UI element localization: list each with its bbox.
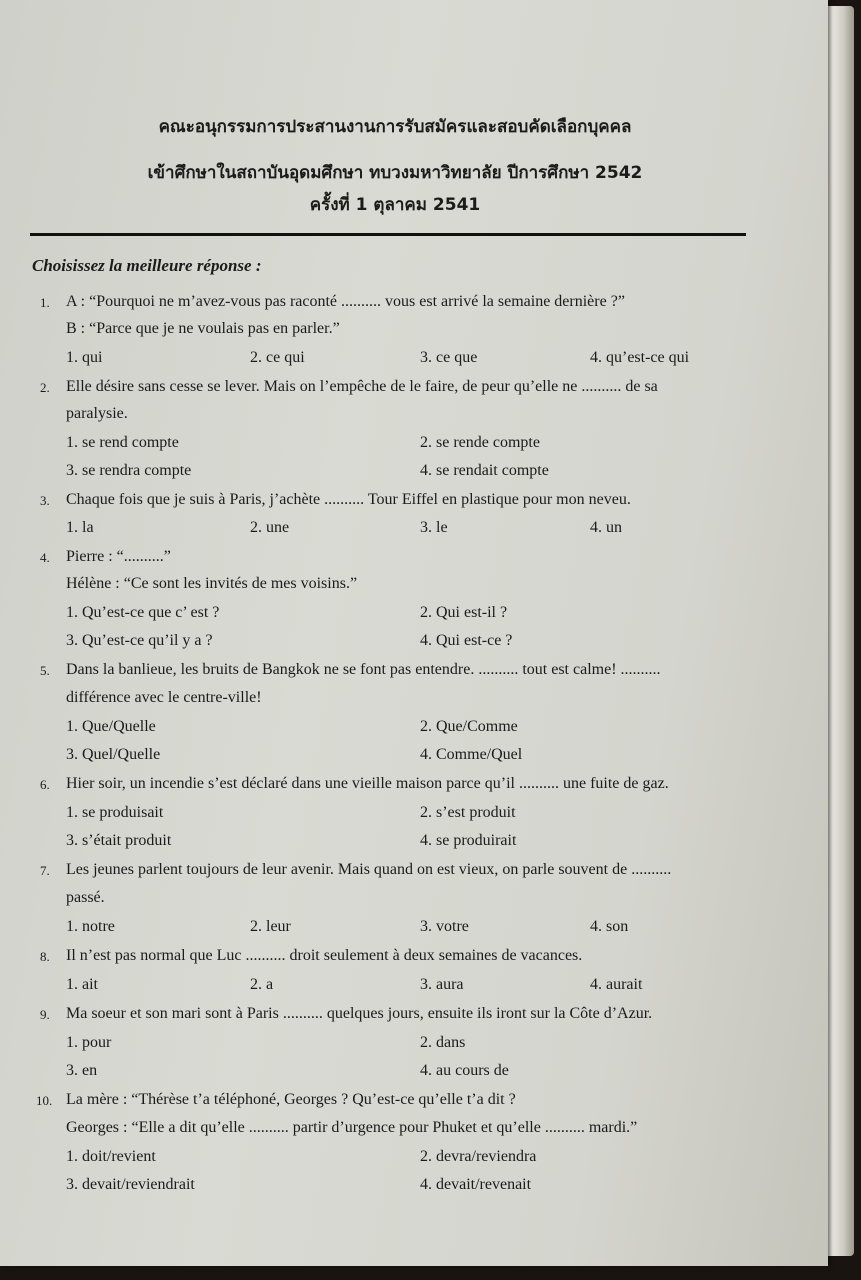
option: 4. aurait bbox=[590, 976, 643, 993]
question-text: Elle désire sans cesse se lever. Mais on l’empêche de le faire, de peur qu’elle ne .......... de sa bbox=[66, 378, 658, 395]
option: 3. Quel/Quelle bbox=[66, 746, 161, 763]
option: 3. en bbox=[66, 1062, 98, 1079]
option: 1. se rend compte bbox=[66, 434, 179, 451]
option: 3. Qu’est-ce qu’il y a ? bbox=[66, 632, 213, 649]
question-text: Hélène : “Ce sont les invités de mes voisins.” bbox=[66, 575, 358, 592]
question-number: 10. bbox=[36, 1093, 53, 1108]
question-number: 4. bbox=[40, 550, 50, 565]
option: 1. pour bbox=[66, 1034, 112, 1051]
question-number: 2. bbox=[40, 380, 50, 395]
question-text: Les jeunes parlent toujours de leur avenir. Mais quand on est vieux, on parle souvent de .......... bbox=[66, 861, 672, 878]
question-text: Georges : “Elle a dit qu’elle .......... partir d’urgence pour Phuket et qu’elle .......... mardi.” bbox=[66, 1119, 638, 1136]
option: 1. la bbox=[66, 519, 94, 536]
question-text: Pierre : “..........” bbox=[66, 548, 171, 565]
option: 3. votre bbox=[420, 918, 469, 935]
option: 4. un bbox=[590, 519, 622, 536]
option: 1. Que/Quelle bbox=[66, 718, 156, 735]
question-text: Dans la banlieue, les bruits de Bangkok ne se font pas entendre. .......... tout est calme! .......... bbox=[66, 661, 661, 678]
option: 2. s’est produit bbox=[420, 804, 516, 821]
header-line-2: เข้าศึกษาในสถาบันอุดมศึกษา ทบวงมหาวิทยาลัย ปีการศึกษา 2542 bbox=[147, 163, 643, 183]
option: 3. devait/reviendrait bbox=[66, 1176, 195, 1193]
option: 4. se produirait bbox=[420, 832, 517, 849]
option: 1. notre bbox=[66, 918, 115, 935]
option: 2. Qui est-il ? bbox=[420, 604, 508, 621]
option: 4. se rendait compte bbox=[420, 462, 549, 479]
header-divider bbox=[30, 233, 746, 236]
option: 3. se rendra compte bbox=[66, 462, 192, 479]
question-text: La mère : “Thérèse t’a téléphoné, Georges ? Qu’est-ce qu’elle t’a dit ? bbox=[66, 1091, 516, 1108]
option: 1. qui bbox=[66, 349, 103, 366]
question-number: 1. bbox=[40, 295, 50, 310]
option: 4. son bbox=[590, 918, 629, 935]
option: 4. devait/revenait bbox=[420, 1176, 532, 1193]
question-text: passé. bbox=[66, 889, 105, 906]
option: 4. Comme/Quel bbox=[420, 746, 523, 763]
instruction: Choisissez la meilleure réponse : bbox=[32, 256, 262, 275]
option: 4. au cours de bbox=[420, 1062, 509, 1079]
option: 2. se rende compte bbox=[420, 434, 540, 451]
option: 1. doit/revient bbox=[66, 1148, 156, 1165]
option: 3. ce que bbox=[420, 349, 478, 366]
question-number: 6. bbox=[40, 777, 50, 792]
question-text: Chaque fois que je suis à Paris, j’achète .......... Tour Eiffel en plastique pour mon neveu. bbox=[66, 491, 631, 508]
option: 3. s’était produit bbox=[66, 832, 172, 849]
question-text: Hier soir, un incendie s’est déclaré dans une vieille maison parce qu’il .......... une fuite de gaz. bbox=[66, 775, 669, 792]
option: 2. dans bbox=[420, 1034, 466, 1051]
question-number: 9. bbox=[40, 1007, 50, 1022]
question-text: Ma soeur et son mari sont à Paris .......... quelques jours, ensuite ils iront sur la Côte d’Azur. bbox=[66, 1005, 653, 1022]
question-text: différence avec le centre-ville! bbox=[66, 689, 262, 706]
question-text: Il n’est pas normal que Luc .......... droit seulement à deux semaines de vacances. bbox=[66, 947, 583, 964]
option: 2. ce qui bbox=[250, 349, 305, 366]
option: 2. devra/reviendra bbox=[420, 1148, 537, 1165]
option: 4. Qui est-ce ? bbox=[420, 632, 513, 649]
question-number: 7. bbox=[40, 863, 50, 878]
option: 2. leur bbox=[250, 918, 291, 935]
option: 2. a bbox=[250, 976, 274, 993]
option: 4. qu’est-ce qui bbox=[590, 349, 690, 366]
header-line-3: ครั้งที่ 1 ตุลาคม 2541 bbox=[309, 195, 481, 215]
question-text: paralysie. bbox=[66, 405, 128, 422]
option: 1. se produisait bbox=[66, 804, 164, 821]
option: 2. une bbox=[250, 519, 290, 536]
option: 2. Que/Comme bbox=[420, 718, 518, 735]
option: 3. aura bbox=[420, 976, 464, 993]
option: 1. ait bbox=[66, 976, 98, 993]
question-text: B : “Parce que je ne voulais pas en parler.” bbox=[66, 320, 340, 337]
option: 3. le bbox=[420, 519, 448, 536]
option: 1. Qu’est-ce que c’ est ? bbox=[66, 604, 220, 621]
question-number: 3. bbox=[40, 493, 50, 508]
question-text: A : “Pourquoi ne m’avez-vous pas raconté .......... vous est arrivé la semaine dernière ?” bbox=[66, 293, 625, 310]
question-number: 8. bbox=[40, 949, 50, 964]
question-number: 5. bbox=[40, 663, 50, 678]
header-line-1: คณะอนุกรรมการประสานงานการรับสมัครและสอบคัดเลือกบุคคล bbox=[158, 117, 632, 137]
